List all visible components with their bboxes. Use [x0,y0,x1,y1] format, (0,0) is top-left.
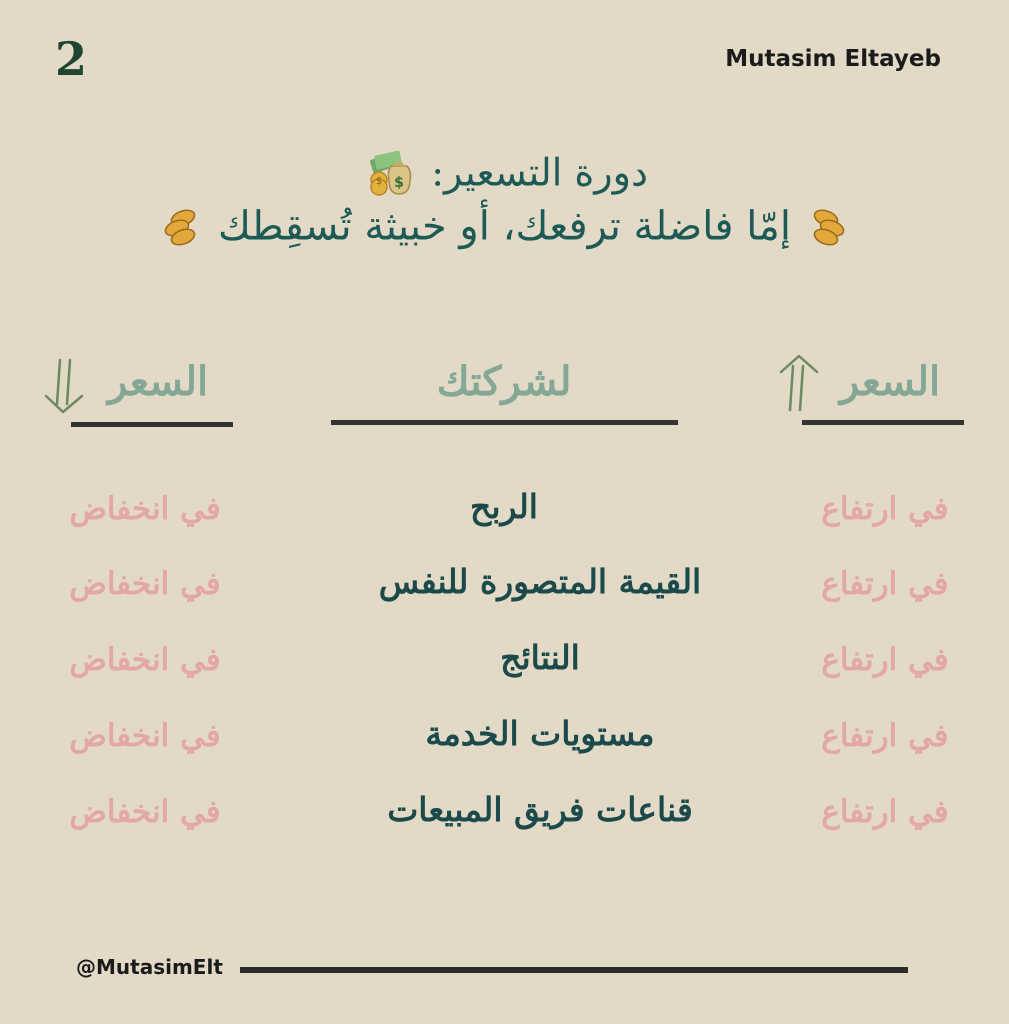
header-price-rising: السعر [839,358,941,405]
row-4-fall: في انخفاض [69,718,221,754]
header-rule-right [802,420,964,425]
coins-icon-right [810,206,850,253]
row-5-fall: في انخفاض [69,794,221,830]
row-5-rise: في ارتفاع [821,794,949,830]
social-handle: @MutasimElt [76,955,223,979]
heading-line-2-text: إمّا فاضلة ترفعك، أو خبيثة تُسقِطك [218,203,791,250]
heading-line-2 [0,203,1009,253]
row-1-fall: في انخفاض [69,491,221,527]
row-5-metric: قناعات فريق المبيعات [387,790,693,829]
footer-rule [240,967,908,973]
row-2-rise: في ارتفاع [821,566,949,602]
header-rule-left [71,422,233,427]
header-rule-center [331,420,678,425]
row-1-rise: في ارتفاع [821,491,949,527]
page-number: 2 [55,32,88,86]
row-3-fall: في انخفاض [69,642,221,678]
row-3-metric: النتائج [500,638,580,677]
svg-text:$: $ [394,175,404,191]
heading-line-1 [0,150,1009,202]
double-down-arrow-icon [42,356,86,418]
row-2-fall: في انخفاض [69,566,221,602]
svg-text:$: $ [375,176,383,187]
header-your-company: لشركتك [436,358,572,405]
author-name: Mutasim Eltayeb [725,46,941,72]
money-bag-icon [367,150,413,202]
header-price-falling: السعر [107,358,209,405]
row-1-metric: الربح [470,487,538,526]
heading-line-1-text: دورة التسعير: [431,150,648,195]
row-4-metric: مستويات الخدمة [425,714,655,753]
row-2-metric: القيمة المتصورة للنفس [378,562,702,601]
double-up-arrow-icon [778,352,820,414]
row-3-rise: في ارتفاع [821,642,949,678]
row-4-rise: في ارتفاع [821,718,949,754]
coins-icon-left [159,206,199,253]
